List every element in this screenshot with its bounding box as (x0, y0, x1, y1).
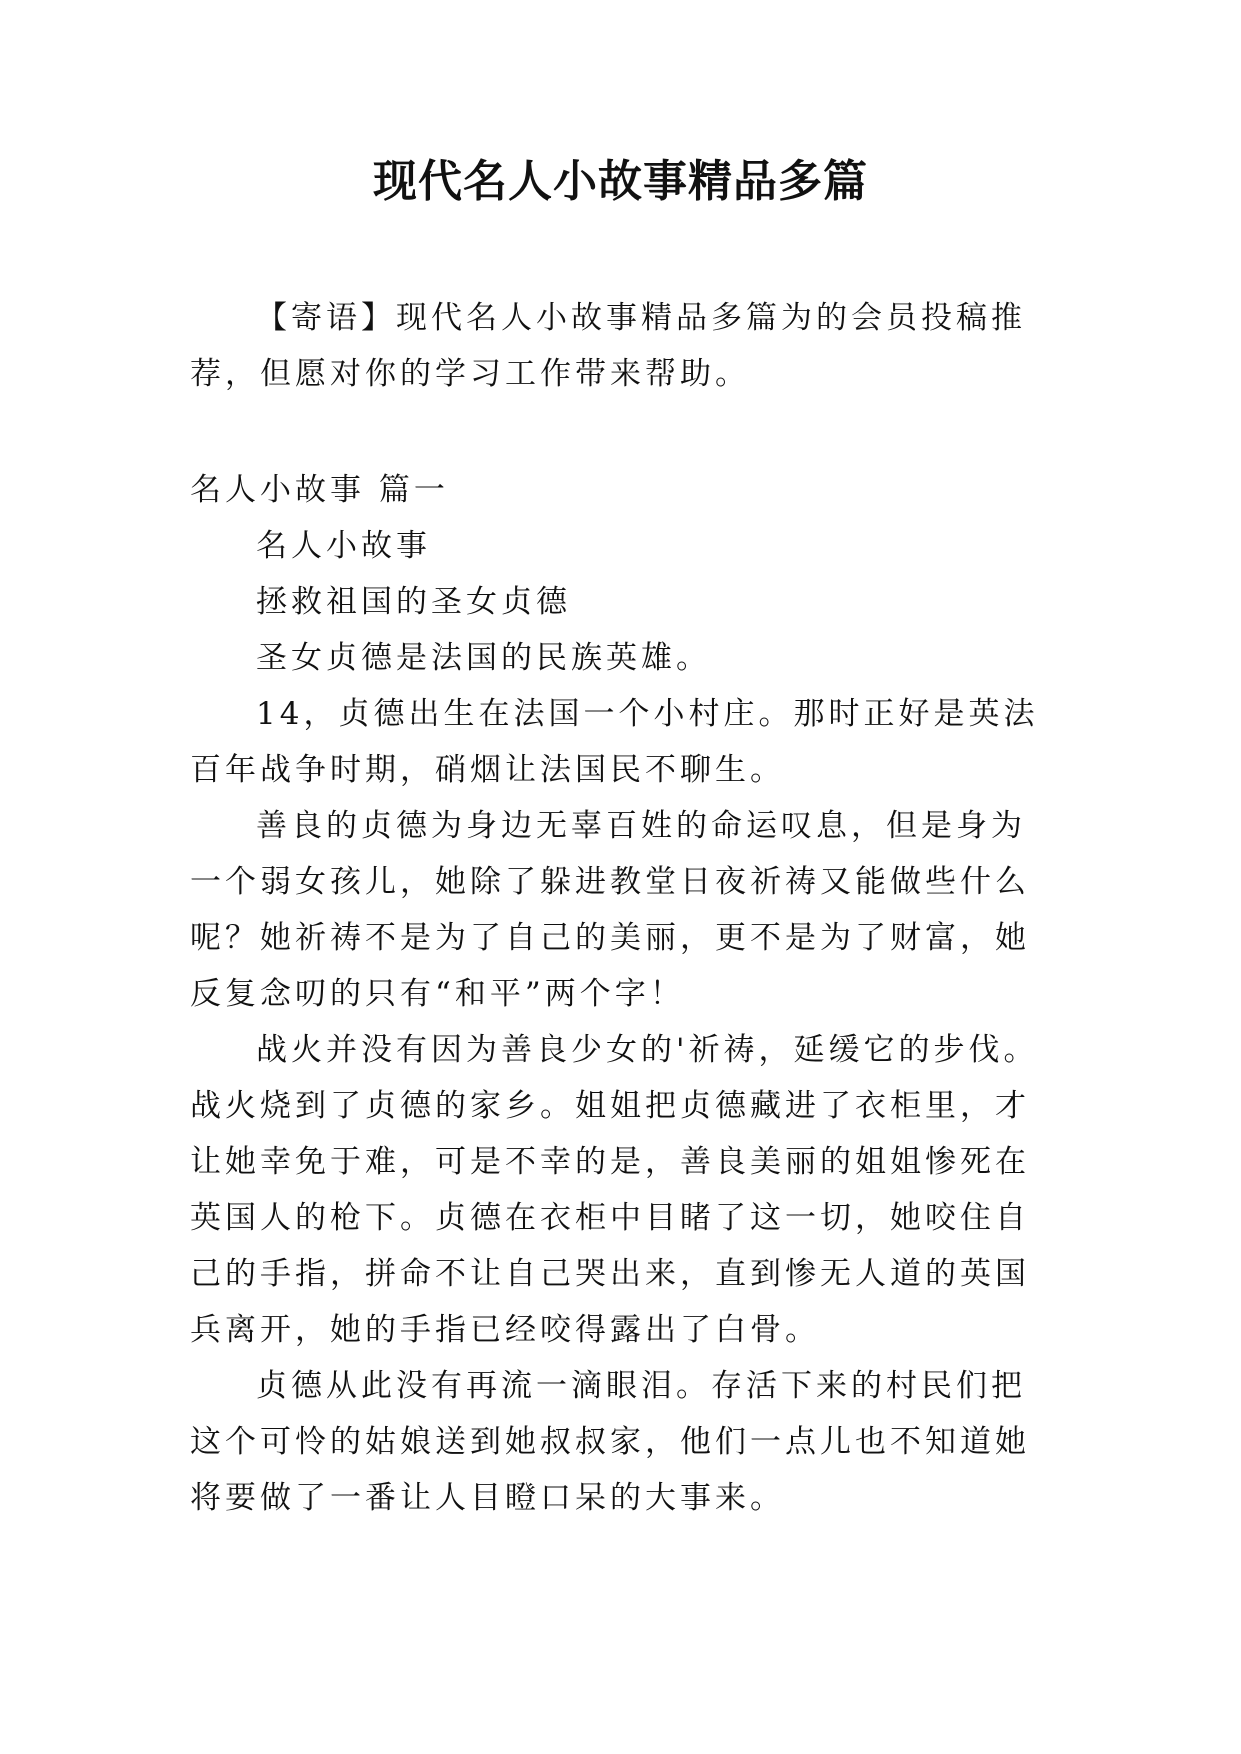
document-title: 现代名人小故事精品多篇 (373, 156, 868, 207)
body-paragraph: 拯救祖国的圣女贞德 (256, 584, 571, 620)
body-paragraph: 名人小故事 (256, 528, 431, 564)
body-paragraph: 战火并没有因为善良少女的'祈祷，延缓它的步伐。战火烧到了贞德的家乡。姐姐把贞德藏进了衣柜里，才让她幸免于难，可是不幸的是，善良美丽的姐姐惨死在英国人的枪下。贞德在衣柜中目睹了这一切，她咬住自己的手指，拼命不让自己哭出来，直到惨无人道的英国兵离开，她的手指已经咬得露出了白骨。 (190, 1032, 1039, 1348)
article-body (190, 462, 1052, 1526)
section-heading: 名人小故事 篇一 (190, 472, 449, 508)
body-paragraph: 善良的贞德为身边无辜百姓的命运叹息，但是身为一个弱女孩儿，她除了躲进教堂日夜祈祷又能做些什么呢？她祈祷不是为了自己的美丽，更不是为了财富，她反复念叨的只有“和平”两个字！ (190, 808, 1030, 1012)
body-paragraph: 14，贞德出生在法国一个小村庄。那时正好是英法百年战争时期，硝烟让法国民不聊生。 (190, 696, 1039, 788)
intro-block (190, 290, 1052, 402)
body-paragraph: 圣女贞德是法国的民族英雄。 (256, 640, 711, 676)
intro-paragraph: 【寄语】现代名人小故事精品多篇为的会员投稿推荐，但愿对你的学习工作带来帮助。 (190, 300, 1026, 392)
body-paragraph: 贞德从此没有再流一滴眼泪。存活下来的村民们把这个可怜的姑娘送到她叔叔家，他们一点儿也不知道她将要做了一番让人目瞪口呆的大事来。 (190, 1368, 1030, 1516)
